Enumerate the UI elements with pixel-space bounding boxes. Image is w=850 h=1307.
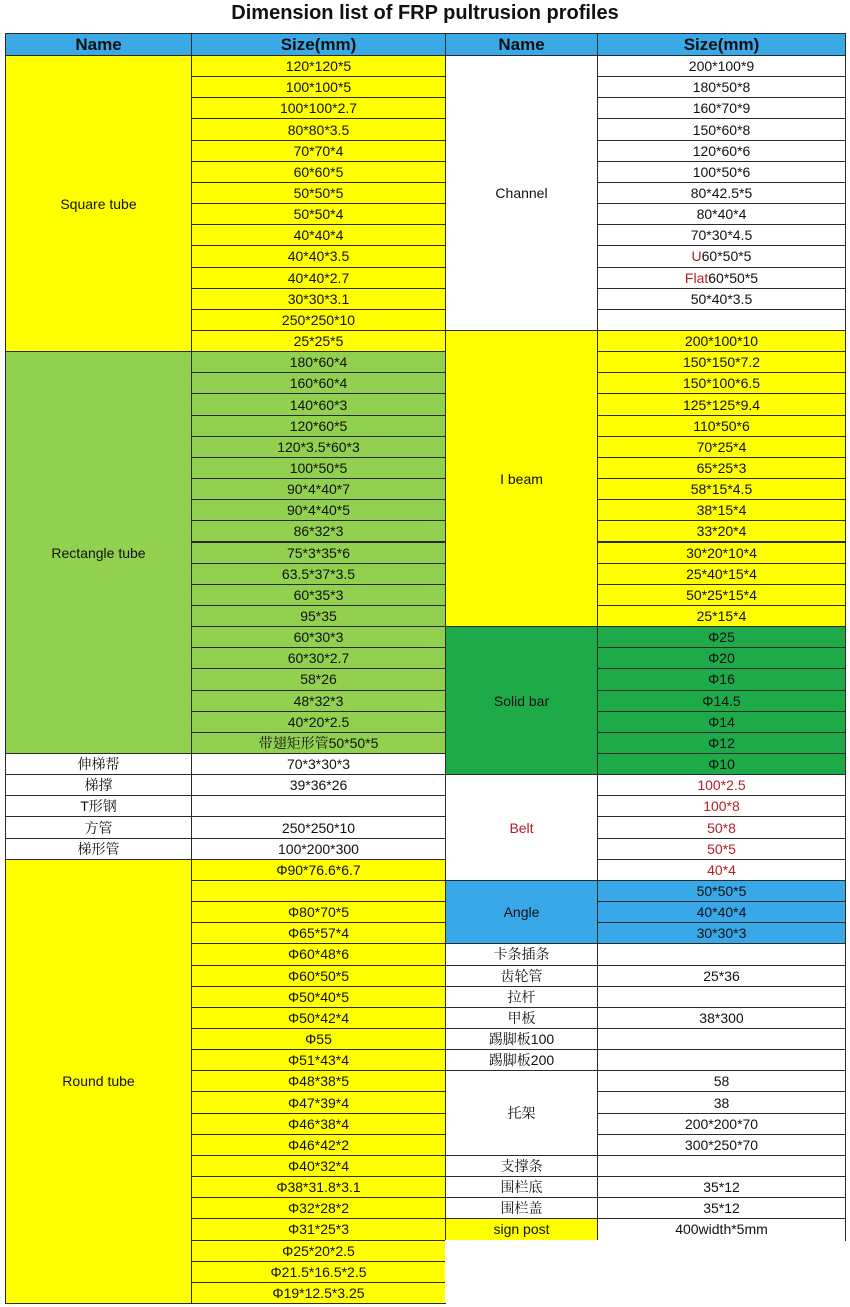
size-value: 150*60*8 [692,121,751,138]
size-value: 300*250*70 [684,1136,759,1153]
size-cell: 250*250*10 [191,309,446,331]
size-cell [597,965,846,987]
size-cell [597,267,846,289]
size-cell [597,753,846,775]
size-cell [597,140,846,162]
size-cell [597,584,846,606]
size-cell: 90*4*40*5 [191,499,446,521]
size-value: 30*30*3 [696,925,747,942]
size-cell [597,457,846,479]
size-cell: 40*40*2.7 [191,267,446,289]
size-cell [597,986,846,1008]
size-cell: Φ65*57*4 [191,922,446,944]
size-cell: 50*50*5 [191,182,446,204]
size-cell: 75*3*35*6 [191,542,446,564]
size-cell [597,711,846,733]
size-value: Φ14 [708,713,735,730]
size-value: 400width*5mm [675,1221,768,1238]
size-cell: Φ46*38*4 [191,1113,446,1135]
size-cell [597,1007,846,1029]
size-value: 38 [713,1094,730,1111]
size-cell: Φ51*43*4 [191,1049,446,1071]
size-cell: Φ50*40*5 [191,986,446,1008]
profile-name: 方管 [5,816,192,838]
size-cell: 60*30*2.7 [191,647,446,669]
size-cell: Φ38*31.8*3.1 [191,1176,446,1198]
size-value: 160*70*9 [692,100,751,117]
size-value: 60*50*5 [701,248,752,265]
size-cell [597,626,846,648]
size-value: 70*30*4.5 [690,227,753,244]
size-cell: 100*50*5 [191,457,446,479]
size-cell [597,795,846,817]
size-cell [191,795,446,817]
size-cell [597,542,846,564]
size-cell [191,880,446,902]
header-size-right: Size(mm) [597,33,846,56]
size-cell [597,774,846,796]
size-cell: 120*60*5 [191,415,446,437]
size-cell: Φ48*38*5 [191,1070,446,1092]
size-value: 50*50*5 [696,883,747,899]
size-cell [597,943,846,965]
size-cell: 80*80*3.5 [191,118,446,140]
size-cell [597,605,846,627]
size-prefix: Flat [684,269,709,286]
size-value: 35*12 [703,1200,740,1217]
size-cell [597,732,846,754]
size-cell [597,1155,846,1177]
size-value: Φ20 [708,650,735,667]
size-value: 50*40*3.5 [690,290,753,307]
size-value: 50*5 [707,840,736,857]
header-name-left: Name [5,33,192,56]
profile-name: Channel [445,55,598,331]
profile-name: 踢脚板100 [445,1028,598,1050]
size-cell [597,520,846,542]
size-cell: 60*60*5 [191,161,446,183]
profile-name: Round tube [5,859,192,1304]
size-value: 200*100*9 [688,58,755,75]
size-value: 125*125*9.4 [682,396,761,413]
size-cell [597,1113,846,1135]
size-cell: 60*35*3 [191,584,446,606]
size-cell [597,1176,846,1198]
size-cell [597,563,846,585]
size-cell [597,436,846,458]
size-cell: 86*32*3 [191,520,446,542]
profile-name: 伸梯帮 [5,753,192,775]
size-value: 33*20*4 [696,523,747,540]
size-cell: Φ60*50*5 [191,965,446,987]
size-cell: Φ25*20*2.5 [191,1240,446,1262]
size-cell: Φ19*12.5*3.25 [191,1282,446,1304]
size-cell: Φ47*39*4 [191,1091,446,1113]
size-value: Φ25 [708,629,735,646]
profile-name: Angle [445,880,598,944]
size-cell [597,203,846,225]
profile-name: 齿轮管 [445,965,598,987]
size-cell [597,330,846,352]
size-value: 150*100*6.5 [682,375,761,392]
size-cell: 39*36*26 [191,774,446,796]
size-value: 50*25*15*4 [686,586,757,603]
profile-name: T形钢 [5,795,192,817]
size-value: 40*4 [707,861,736,878]
size-value: 40*40*4 [696,904,747,921]
profile-name: 踢脚板200 [445,1049,598,1071]
profile-name: 托架 [445,1070,598,1156]
size-cell: 40*20*2.5 [191,711,446,733]
size-cell: Φ50*42*4 [191,1007,446,1029]
size-cell: 90*4*40*7 [191,478,446,500]
profile-name: Rectangle tube [5,351,192,754]
size-cell: 63.5*37*3.5 [191,563,446,585]
size-cell: Φ46*42*2 [191,1134,446,1156]
size-cell: 100*200*300 [191,838,446,860]
size-value: 80*42.5*5 [690,184,753,201]
size-cell [597,288,846,310]
size-cell [597,351,846,373]
size-value: 80*40*4 [696,206,747,223]
size-cell: Φ32*28*2 [191,1197,446,1219]
size-prefix: U [691,248,702,265]
size-cell [597,224,846,246]
header-name-right: Name [445,33,598,56]
size-cell [597,161,846,183]
size-cell [597,690,846,712]
profile-name: 梯撑 [5,774,192,796]
dimension-table [5,33,845,1303]
size-cell [597,922,846,944]
size-cell [597,478,846,500]
profile-name: 围栏底 [445,1176,598,1198]
size-cell [597,1028,846,1050]
size-cell [597,1197,846,1219]
profile-name: 支撑条 [445,1155,598,1177]
size-cell: 100*100*5 [191,76,446,98]
size-cell: 70*3*30*3 [191,753,446,775]
size-value: Φ10 [708,756,735,773]
size-value: 100*2.5 [697,777,746,794]
header-size-left: Size(mm) [191,33,446,56]
size-value: Φ12 [708,734,735,751]
size-value: 38*15*4 [696,502,747,519]
profile-name: sign post [445,1218,598,1240]
size-cell: 120*3.5*60*3 [191,436,446,458]
size-cell [597,816,846,838]
size-cell [597,1134,846,1156]
size-cell: Φ80*70*5 [191,901,446,923]
size-cell: 40*40*4 [191,224,446,246]
size-cell [597,245,846,267]
size-cell [597,499,846,521]
size-cell [597,1049,846,1071]
profile-name: 梯形管 [5,838,192,860]
size-cell [597,55,846,77]
size-cell [597,415,846,437]
size-value: 60*50*5 [708,269,759,286]
size-value: 25*36 [703,967,740,984]
size-cell: 60*30*3 [191,626,446,648]
size-cell: 140*60*3 [191,393,446,415]
size-value: 30*20*10*4 [686,544,757,561]
size-value: 150*150*7.2 [682,354,761,371]
size-cell: 50*50*4 [191,203,446,225]
size-value: 50*8 [707,819,736,836]
size-value: 200*200*70 [684,1115,759,1132]
size-value: 25*40*15*4 [686,565,757,582]
profile-name: Solid bar [445,626,598,775]
size-cell [597,97,846,119]
size-cell: 带翅矩形管50*50*5 [191,732,446,754]
profile-name: Belt [445,774,598,881]
size-cell [597,647,846,669]
profile-name: 甲板 [445,1007,598,1029]
size-cell: Φ55 [191,1028,446,1050]
size-cell: 58*26 [191,668,446,690]
size-cell: Φ90*76.6*6.7 [191,859,446,881]
profile-name: Square tube [5,55,192,352]
size-cell: 25*25*5 [191,330,446,352]
size-cell [597,859,846,881]
size-cell: 40*40*3.5 [191,245,446,267]
size-value: Φ16 [708,671,735,688]
size-cell [597,393,846,415]
size-cell: 100*100*2.7 [191,97,446,119]
page-title: Dimension list of FRP pultrusion profiles [231,2,619,24]
size-cell [597,901,846,923]
size-cell [597,76,846,98]
size-value: 120*60*6 [692,142,751,159]
size-value: Φ14.5 [702,692,741,709]
profile-name: 围栏盖 [445,1197,598,1219]
size-cell: 48*32*3 [191,690,446,712]
size-cell: 70*70*4 [191,140,446,162]
size-value: 25*15*4 [696,608,747,625]
size-cell: Φ60*48*6 [191,943,446,965]
size-cell [597,1070,846,1092]
size-cell: 95*35 [191,605,446,627]
size-value: 110*50*6 [693,417,750,434]
size-value: 100*8 [703,798,740,815]
size-cell: 160*60*4 [191,372,446,394]
size-cell [597,880,846,902]
size-cell [597,372,846,394]
size-value: 38*300 [699,1009,744,1026]
size-cell [597,309,846,331]
size-cell: Φ40*32*4 [191,1155,446,1177]
size-cell: 250*250*10 [191,816,446,838]
size-cell: Φ31*25*3 [191,1218,446,1240]
profile-name: I beam [445,330,598,627]
size-value: 58*15*4.5 [690,481,753,498]
profile-name: 卡条插条 [445,943,598,965]
size-cell [597,182,846,204]
size-cell [597,668,846,690]
size-cell: 180*60*4 [191,351,446,373]
size-cell [597,1091,846,1113]
size-cell [597,118,846,140]
size-value: 200*100*10 [684,333,759,350]
profile-name: 拉杆 [445,986,598,1008]
size-cell: Φ21.5*16.5*2.5 [191,1261,446,1283]
size-value: 65*25*3 [696,459,747,476]
size-cell [597,1218,846,1240]
size-value: 70*25*4 [696,438,747,455]
size-value: 180*50*8 [692,79,751,96]
size-value: 100*50*6 [692,163,751,180]
size-value: 58 [713,1073,730,1090]
size-cell: 120*120*5 [191,55,446,77]
blank-area [445,1240,845,1303]
size-cell [597,838,846,860]
size-cell: 30*30*3.1 [191,288,446,310]
size-value: 35*12 [703,1179,740,1196]
